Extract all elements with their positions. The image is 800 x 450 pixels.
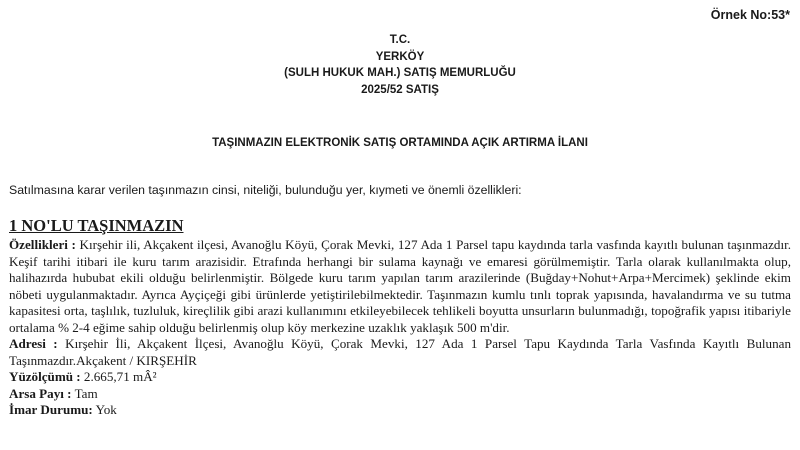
area-text: 2.665,71 mÂ²	[80, 369, 157, 384]
features-label: Özellikleri :	[9, 237, 76, 252]
property-section	[9, 216, 791, 419]
zoning-label: İmar Durumu:	[9, 402, 93, 417]
header-line-district: YERKÖY	[375, 50, 425, 63]
property-features	[9, 237, 791, 336]
property-address	[9, 336, 791, 369]
property-heading: 1 NO'LU TAŞINMAZIN	[9, 216, 184, 235]
zoning-text: Yok	[92, 402, 117, 417]
intro-text: Satılmasına karar verilen taşınmazın cinsi, niteliği, bulunduğu yer, kıymeti ve önemli özellikleri:	[9, 183, 522, 197]
share-text: Tam	[71, 385, 98, 401]
property-area	[9, 369, 791, 386]
address-text: Kırşehir İli, Akçakent İlçesi, Avanoğlu Köyü, Çorak Mevki, 127 Ada 1 Parsel Tapu Kaydında Tarla Vasfında Kayıtlı Bulunan Taşınmazdır.Akçakent / KIRŞEHİR	[9, 336, 791, 368]
announcement-title: TAŞINMAZIN ELEKTRONİK SATIŞ ORTAMINDA AÇIK ARTIRMA İLANI	[212, 137, 588, 149]
header-line-case-number: 2025/52 SATIŞ	[361, 83, 439, 96]
header-line-office: (SULH HUKUK MAH.) SATIŞ MEMURLUĞU	[284, 67, 516, 79]
document-header	[0, 32, 800, 98]
property-zoning	[9, 402, 791, 419]
area-label: Yüzölçümü :	[9, 369, 81, 384]
header-line-tc: T.C.	[389, 34, 411, 46]
sample-number: Örnek No:53*	[710, 8, 790, 22]
share-label: Arsa Payı :	[9, 385, 72, 401]
features-text: Kırşehir ili, Akçakent ilçesi, Avanoğlu Köyü, Çorak Mevki, 127 Ada 1 Parsel tapu kaydında tarla vasfında kayıtlı bulunan taşınmazdır. Keşif tarihi itibari ile kuru tarım arazisidir. Etrafında herhangi bir sulama kaynağı ve emaresi görülmemiştir. Tarla olarak kullanılmakta olup, halihazırda hububat ekili olduğu belirlenmiştir. Bölgede kuru tarım yapılan tarım arazilerinde (Buğday+Nohut+Arpa+Mercimek) şeklinde ekim nöbeti uygulanmaktadır. Ayrıca Ayçiçeği gibi ürünlerde yetiştirilebilmektedir. Taşınmazın kumlu tınlı toprak yapısında, havalandırma ve su tutma kapasitesi orta, taşlılık, tuzluluk, kireçlilik gibi arazi kullanımını etkileyebilecek tehlikeli boyutta unsurların bulunmadığı, topoğrafik yapısı itibariyle ortalama % 2-4 eğime sahip olduğu belirlenmiş olup köy merkezine uzaklık yaklaşık 500 m'dir.	[9, 237, 791, 335]
property-share	[9, 386, 791, 403]
address-label: Adresi :	[9, 336, 58, 351]
